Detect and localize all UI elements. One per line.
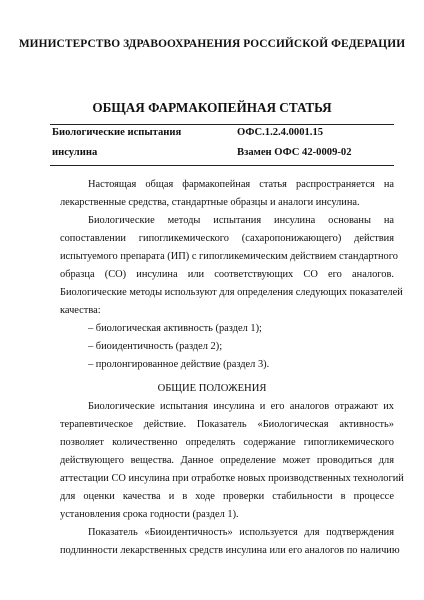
body-line: лекарственные средства, стандартные образцы и аналоги инсулина. bbox=[60, 197, 360, 208]
body-line: образца (СО) инсулина или соответствующих СО его аналогов. bbox=[60, 269, 394, 280]
body-line: Показатель «Биоидентичность» используется для подтверждения bbox=[88, 527, 394, 538]
body-line: Биологические методы испытания инсулина основаны на bbox=[88, 215, 394, 226]
top-rule bbox=[50, 124, 394, 125]
body-line: качества: bbox=[60, 305, 101, 316]
subject-line-1: Биологические испытания bbox=[52, 127, 182, 138]
subject-line-2: инсулина bbox=[52, 147, 98, 158]
body-line: сопоставлении гипогликемического (сахаропонижающего) действия bbox=[60, 233, 394, 244]
body-line: подлинности лекарственных средств инсулина или его аналогов по наличию bbox=[60, 545, 400, 556]
body-line: Биологические методы используют для определения следующих показателей bbox=[60, 287, 403, 298]
list-item: – биоидентичность (раздел 2); bbox=[88, 341, 223, 352]
ministry-header: МИНИСТЕРСТВО ЗДРАВООХРАНЕНИЯ РОССИЙСКОЙ ФЕДЕРАЦИИ bbox=[18, 38, 406, 50]
list-item: – пролонгированное действие (раздел 3). bbox=[88, 359, 270, 370]
bottom-rule bbox=[50, 165, 394, 166]
body-line: терапевтическое действие. Показатель «Биологическая активность» bbox=[60, 419, 394, 430]
body-line: Настоящая общая фармакопейная статья распространяется на bbox=[88, 179, 394, 190]
body-line: позволяет количественно определять содержание гипогликемического bbox=[60, 437, 394, 448]
body-line: установления срока годности (раздел 1). bbox=[60, 509, 239, 520]
document-type-title: ОБЩАЯ ФАРМАКОПЕЙНАЯ СТАТЬЯ bbox=[92, 100, 332, 115]
section-heading: ОБЩИЕ ПОЛОЖЕНИЯ bbox=[157, 383, 267, 394]
body-line: испытуемого препарата (ИП) с гипогликемическим действием стандартного bbox=[60, 251, 398, 262]
body-line: аттестации СО инсулина при отработке новых производственных технологий bbox=[60, 473, 404, 484]
article-code: ОФС.1.2.4.0001.15 bbox=[237, 127, 324, 138]
list-item: – биологическая активность (раздел 1); bbox=[88, 323, 262, 334]
body-line: для оценки качества и в ходе проверки стабильности в процессе bbox=[60, 491, 394, 502]
body-line: Биологические испытания инсулина и его аналогов отражают их bbox=[88, 401, 394, 412]
replaces-code: Взамен ОФС 42-0009-02 bbox=[237, 147, 352, 158]
body-line: действующего вещества. Данное определение может проводиться для bbox=[60, 455, 394, 466]
